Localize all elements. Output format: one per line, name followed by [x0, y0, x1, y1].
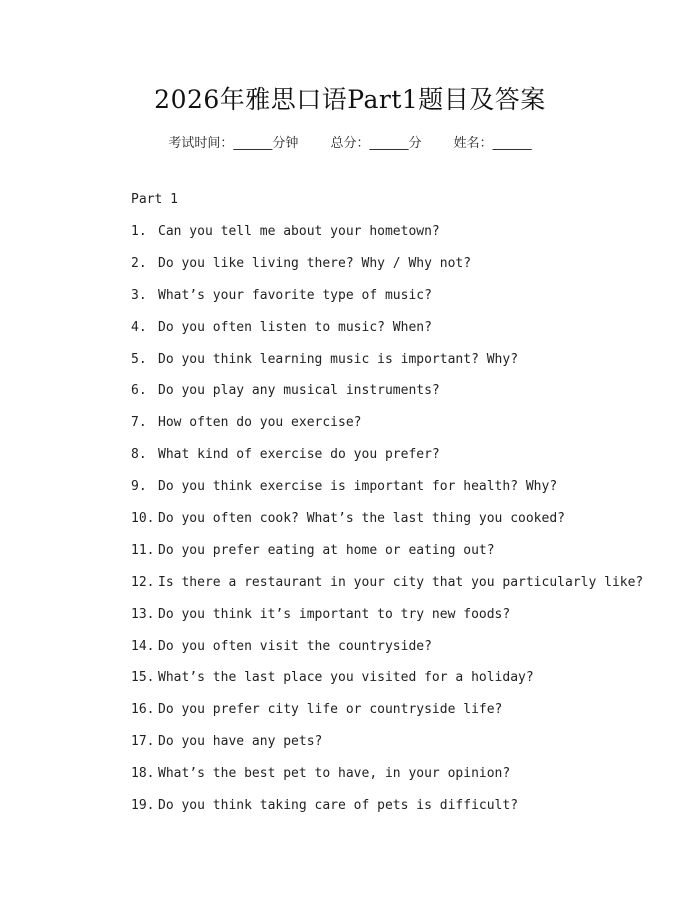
question-list — [131, 224, 671, 830]
question-item — [131, 383, 671, 415]
question-item — [131, 766, 671, 798]
question-number: 11. — [131, 542, 155, 558]
question-number: 13. — [131, 606, 155, 622]
question-text: Do you prefer city life or countryside life? — [158, 702, 503, 718]
question-number: 5. — [131, 351, 147, 367]
question-text: Do you think it’s important to try new foods? — [158, 606, 511, 622]
question-number: 10. — [131, 511, 155, 527]
question-item — [131, 447, 671, 479]
question-item — [131, 352, 671, 384]
question-item — [131, 639, 671, 671]
question-text: Do you think learning music is important? Why? — [158, 351, 519, 367]
question-text: Do you often cook? What’s the last thing you cooked? — [158, 511, 565, 527]
question-item — [131, 702, 671, 734]
question-text: Do you think exercise is important for health? Why? — [158, 479, 558, 495]
exam-time-field: 考试时间：______分钟 — [168, 136, 299, 151]
question-number: 16. — [131, 702, 155, 718]
section-label: Part 1 — [131, 192, 178, 207]
question-text: Do you like living there? Why / Why not? — [158, 255, 472, 271]
question-text: Do you prefer eating at home or eating out? — [158, 542, 495, 558]
question-item — [131, 798, 671, 830]
question-number: 12. — [131, 574, 155, 590]
question-text: Do you have any pets? — [158, 734, 323, 750]
question-text: Do you play any musical instruments? — [158, 383, 440, 399]
question-text: Do you often listen to music? When? — [158, 319, 432, 335]
question-number: 6. — [131, 383, 147, 399]
question-number: 1. — [131, 224, 147, 239]
student-name-field: 姓名：______ — [453, 136, 532, 151]
question-number: 2. — [131, 255, 147, 271]
question-text: What kind of exercise do you prefer? — [158, 447, 440, 463]
question-item — [131, 415, 671, 447]
total-score-field: 总分：______分 — [330, 136, 422, 151]
question-text: What’s the last place you visited for a holiday? — [158, 670, 534, 686]
question-item — [131, 575, 671, 607]
question-text: What’s your favorite type of music? — [158, 287, 432, 303]
question-text: What’s the best pet to have, in your opinion? — [158, 766, 511, 782]
question-number: 4. — [131, 319, 147, 335]
question-item — [131, 734, 671, 766]
question-item — [131, 288, 671, 320]
question-number: 14. — [131, 638, 155, 654]
question-number: 9. — [131, 479, 147, 495]
question-text: Can you tell me about your hometown? — [158, 224, 440, 239]
question-text: How often do you exercise? — [158, 415, 362, 431]
question-number: 8. — [131, 447, 147, 463]
question-number: 7. — [131, 415, 147, 431]
exam-meta — [0, 132, 700, 151]
question-item — [131, 607, 671, 639]
question-number: 19. — [131, 798, 155, 814]
question-item — [131, 543, 671, 575]
question-text: Do you often visit the countryside? — [158, 638, 432, 654]
question-item — [131, 224, 671, 256]
question-text: Do you think taking care of pets is difficult? — [158, 798, 519, 814]
question-item — [131, 511, 671, 543]
question-item — [131, 320, 671, 352]
question-number: 15. — [131, 670, 155, 686]
question-number: 17. — [131, 734, 155, 750]
question-item — [131, 670, 671, 702]
question-item — [131, 479, 671, 511]
question-item — [131, 256, 671, 288]
question-text: Is there a restaurant in your city that you particularly like? — [158, 574, 644, 590]
document-title: 2026年雅思口语Part1题目及答案 — [154, 85, 546, 114]
question-number: 18. — [131, 766, 155, 782]
question-number: 3. — [131, 287, 147, 303]
